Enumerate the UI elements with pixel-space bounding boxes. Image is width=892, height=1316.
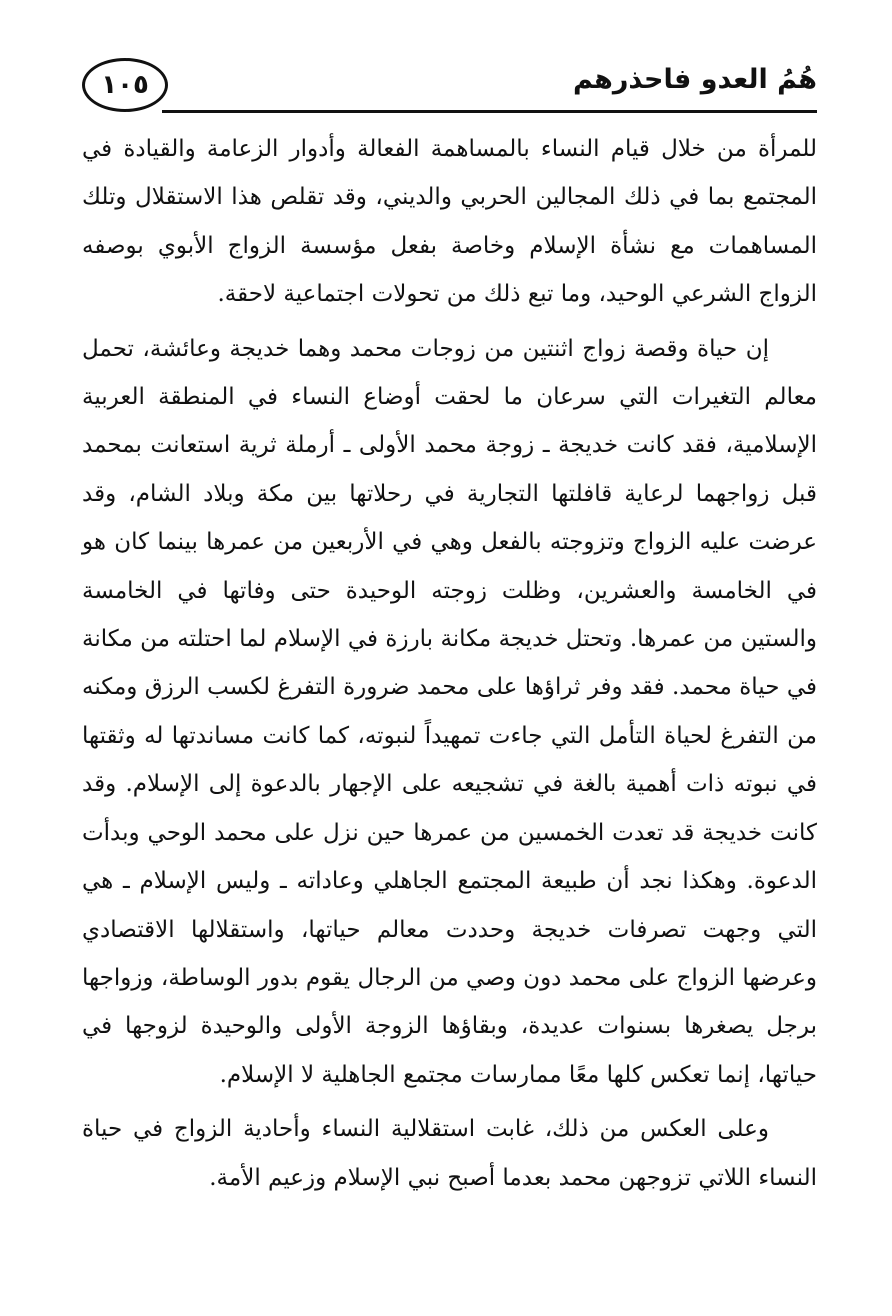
body-text — [82, 125, 817, 1202]
paragraph: وعلى العكس من ذلك، غابت استقلالية النساء وأحادية الزواج في حياة النساء اللاتي تزوجهن محمد بعدما أصبح نبي الإسلام وزعيم الأمة. — [82, 1116, 817, 1191]
paragraph: إن حياة وقصة زواج اثنتين من زوجات محمد وهما خديجة وعائشة، تحمل معالم التغيرات التي سرعان ما لحقت أوضاع النساء في المنطقة العربية الإسلامية، فقد كانت خديجة ـ زوجة محمد الأولى ـ أرملة ثرية استعانت بمحمد قبل زواجهما لرعاية قافلتها التجارية في رحلاتها بين مكة وبلاد الشام، وقد عرضت عليه الزواج وتزوجته بالفعل وهي في الأربعين من عمرها بينما كان هو في الخامسة والعشرين، وظلت زوجته الوحيدة حتى وفاتها في الخامسة والستين من عمرها. وتحتل خديجة مكانة بارزة في الإسلام لما احتلته من مكانة في حياة محمد. فقد وفر ثراؤها على محمد ضرورة التفرغ لكسب الرزق ومكنه من التفرغ لحياة التأمل التي جاءت تمهيداً لنبوته، كما كانت مساندتها له وثقتها في نبوته ذات أهمية بالغة في تشجيعه على الإجهار بالدعوة إلى الإسلام. وقد كانت خديجة قد تعدت الخمسين من عمرها حين نزل على محمد الوحي وبدأت الدعوة. وهكذا نجد أن طبيعة المجتمع الجاهلي وعاداته ـ وليس الإسلام ـ هي التي وجهت تصرفات خديجة وحددت معالم حياتها، واستقلالها الاقتصادي وعرضها الزواج على محمد دون وصي من الرجال يقوم بدور الوساطة، وزواجها برجل يصغرها بسنوات عديدة، وبقاؤها الزوجة الأولى والوحيدة لزوجها في حياتها، إنما تعكس كلها معًا ممارسات مجتمع الجاهلية لا الإسلام. — [82, 335, 817, 1088]
running-title: هُمُ العدو فاحذرهم — [572, 64, 817, 95]
page-number: ١٠٥ — [82, 58, 168, 112]
page-header — [82, 58, 817, 120]
paragraph: للمرأة من خلال قيام النساء بالمساهمة الفعالة وأدوار الزعامة والقيادة في المجتمع بما في ذلك المجالين الحربي والديني، وقد تقلص هذا الاستقلال وتلك المساهمات مع نشأة الإسلام وخاصة بفعل مؤسسة الزواج الأبوي بوصفه الزواج الشرعي الوحيد، وما تبع ذلك من تحولات اجتماعية لاحقة. — [82, 136, 817, 308]
header-rule — [162, 110, 817, 113]
